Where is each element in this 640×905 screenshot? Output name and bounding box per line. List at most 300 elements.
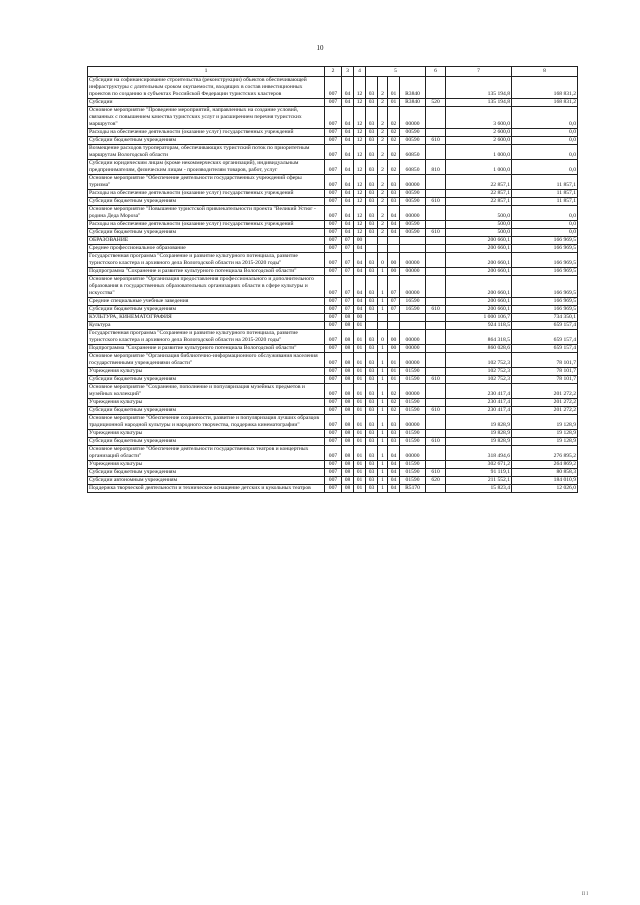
amount-2017-cell: 2 600,0 xyxy=(446,129,512,137)
admin-code-cell: 007 xyxy=(325,345,342,353)
section-cell: 08 xyxy=(342,415,354,430)
subsection-cell: 01 xyxy=(354,477,366,485)
direction-code-cell: 00590 xyxy=(400,198,426,206)
direction-code-cell: 01590 xyxy=(400,376,426,384)
footer-mark: II I xyxy=(581,892,588,897)
subprogram-code-cell: 2 xyxy=(378,221,388,229)
expense-type-cell xyxy=(426,461,446,469)
activity-code-cell: 03 xyxy=(388,430,400,438)
row-name-cell: Учреждения культуры xyxy=(88,461,325,469)
expense-type-cell: 610 xyxy=(426,137,446,145)
amount-2018-cell: 0,0 xyxy=(512,145,578,160)
table-row xyxy=(88,407,578,415)
admin-code-cell: 007 xyxy=(325,137,342,145)
row-name-cell: Государственная программа "Сохранение и развитие культурного потенциала, развитие туристского кластера и архивного дела Вологодской области на 2015-2020 годы" xyxy=(88,253,325,268)
activity-code-cell: 00 xyxy=(388,345,400,353)
table-header-row xyxy=(88,67,578,77)
subprogram-code-cell: 2 xyxy=(378,190,388,198)
table-row xyxy=(88,477,578,485)
table-row xyxy=(88,198,578,206)
amount-2018-cell: 659 157,4 xyxy=(512,322,578,330)
direction-code-cell: 00590 xyxy=(400,229,426,237)
admin-code-cell: 007 xyxy=(325,160,342,175)
subsection-cell: 01 xyxy=(354,446,366,461)
amount-2017-cell: 860 028,6 xyxy=(446,345,512,353)
admin-code-cell: 007 xyxy=(325,438,342,446)
activity-code-cell: 04 xyxy=(388,221,400,229)
activity-code-cell xyxy=(388,237,400,245)
table-row xyxy=(88,99,578,107)
activity-code-cell: 01 xyxy=(388,99,400,107)
program-code-cell: 03 xyxy=(366,198,378,206)
admin-code-cell: 007 xyxy=(325,407,342,415)
subsection-cell: 01 xyxy=(354,353,366,368)
amount-2018-cell: 0,0 xyxy=(512,137,578,145)
amount-2018-cell: 168 831,2 xyxy=(512,99,578,107)
expense-type-cell xyxy=(426,446,446,461)
section-cell: 08 xyxy=(342,353,354,368)
section-cell: 07 xyxy=(342,306,354,314)
activity-code-cell: 01 xyxy=(388,368,400,376)
amount-2017-cell: 22 857,1 xyxy=(446,175,512,190)
section-cell: 08 xyxy=(342,345,354,353)
direction-code-cell: 00000 xyxy=(400,206,426,221)
budget-table xyxy=(87,66,578,493)
admin-code-cell: 007 xyxy=(325,477,342,485)
program-code-cell: 03 xyxy=(366,407,378,415)
subprogram-code-cell: 2 xyxy=(378,77,388,99)
amount-2017-cell: 500,0 xyxy=(446,229,512,237)
activity-code-cell: 02 xyxy=(388,145,400,160)
program-code-cell: 03 xyxy=(366,306,378,314)
amount-2017-cell: 211 552,1 xyxy=(446,477,512,485)
amount-2018-cell: 659 157,4 xyxy=(512,345,578,353)
admin-code-cell: 007 xyxy=(325,376,342,384)
amount-2017-cell: 1 000,0 xyxy=(446,160,512,175)
activity-code-cell: 01 xyxy=(388,77,400,99)
expense-type-cell: 620 xyxy=(426,477,446,485)
activity-code-cell: 07 xyxy=(388,306,400,314)
table-row xyxy=(88,206,578,221)
expense-type-cell: 610 xyxy=(426,407,446,415)
program-code-cell: 03 xyxy=(366,160,378,175)
section-cell: 04 xyxy=(342,145,354,160)
program-code-cell: 03 xyxy=(366,384,378,399)
admin-code-cell: 007 xyxy=(325,129,342,137)
admin-code-cell: 007 xyxy=(325,469,342,477)
subprogram-code-cell: 2 xyxy=(378,229,388,237)
amount-2017-cell: 19 828,9 xyxy=(446,415,512,430)
admin-code-cell: 007 xyxy=(325,190,342,198)
admin-code-cell: 007 xyxy=(325,298,342,306)
subsection-cell: 12 xyxy=(354,198,366,206)
admin-code-cell: 007 xyxy=(325,399,342,407)
row-name-cell: Учреждения культуры xyxy=(88,399,325,407)
direction-code-cell xyxy=(400,245,426,253)
subsection-cell: 01 xyxy=(354,376,366,384)
direction-code-cell: 01590 xyxy=(400,368,426,376)
subsection-cell: 00 xyxy=(354,314,366,322)
subprogram-code-cell: 2 xyxy=(378,99,388,107)
amount-2018-cell: 19 128,9 xyxy=(512,430,578,438)
row-name-cell: Государственная программа "Сохранение и развитие культурного потенциала, развитие туристского кластера и архивного дела Вологодской области на 2015-2020 годы" xyxy=(88,330,325,345)
amount-2018-cell: 12 026,0 xyxy=(512,485,578,493)
admin-code-cell: 007 xyxy=(325,430,342,438)
activity-code-cell: 03 xyxy=(388,438,400,446)
section-cell: 07 xyxy=(342,245,354,253)
amount-2018-cell: 19 128,9 xyxy=(512,438,578,446)
activity-code-cell: 04 xyxy=(388,446,400,461)
amount-2017-cell: 230 417,4 xyxy=(446,407,512,415)
program-code-cell: 03 xyxy=(366,345,378,353)
direction-code-cell xyxy=(400,322,426,330)
page-number: 10 xyxy=(316,44,324,52)
amount-2018-cell: 166 969,5 xyxy=(512,298,578,306)
table-row xyxy=(88,160,578,175)
amount-2017-cell: 500,0 xyxy=(446,221,512,229)
amount-2017-cell: 230 417,4 xyxy=(446,384,512,399)
admin-code-cell: 007 xyxy=(325,245,342,253)
expense-type-cell: 610 xyxy=(426,438,446,446)
direction-code-cell: 01590 xyxy=(400,438,426,446)
subsection-cell: 04 xyxy=(354,245,366,253)
amount-2018-cell: 168 831,2 xyxy=(512,77,578,99)
subsection-cell: 12 xyxy=(354,175,366,190)
admin-code-cell: 007 xyxy=(325,446,342,461)
subsection-cell: 01 xyxy=(354,485,366,493)
program-code-cell: 03 xyxy=(366,415,378,430)
program-code-cell: 03 xyxy=(366,298,378,306)
expense-type-cell: 610 xyxy=(426,376,446,384)
activity-code-cell: 03 xyxy=(388,175,400,190)
subsection-cell: 12 xyxy=(354,190,366,198)
activity-code-cell: 01 xyxy=(388,376,400,384)
activity-code-cell xyxy=(388,322,400,330)
expense-type-cell xyxy=(426,245,446,253)
subprogram-code-cell: 1 xyxy=(378,384,388,399)
subprogram-code-cell: 1 xyxy=(378,430,388,438)
amount-2017-cell: 200 660,1 xyxy=(446,298,512,306)
amount-2017-cell: 200 660,1 xyxy=(446,237,512,245)
direction-code-cell: 00000 xyxy=(400,253,426,268)
subsection-cell: 12 xyxy=(354,221,366,229)
direction-code-cell: 00000 xyxy=(400,446,426,461)
section-cell: 08 xyxy=(342,399,354,407)
expense-type-cell xyxy=(426,175,446,190)
section-cell: 04 xyxy=(342,229,354,237)
section-cell: 08 xyxy=(342,446,354,461)
program-code-cell xyxy=(366,245,378,253)
direction-code-cell: 00000 xyxy=(400,107,426,129)
expense-type-cell xyxy=(426,322,446,330)
amount-2018-cell: 201 272,2 xyxy=(512,399,578,407)
expense-type-cell xyxy=(426,77,446,99)
table-row xyxy=(88,229,578,237)
row-name-cell: Средние специальные учебные заведения xyxy=(88,298,325,306)
subsection-cell: 01 xyxy=(354,438,366,446)
subprogram-code-cell: 1 xyxy=(378,407,388,415)
activity-code-cell: 02 xyxy=(388,407,400,415)
section-cell: 04 xyxy=(342,206,354,221)
activity-code-cell: 04 xyxy=(388,229,400,237)
section-cell: 04 xyxy=(342,99,354,107)
row-name-cell: Расходы на обеспечение деятельности (оказание услуг) государственных учреждений xyxy=(88,129,325,137)
amount-2017-cell: 200 660,1 xyxy=(446,306,512,314)
admin-code-cell: 007 xyxy=(325,330,342,345)
admin-code-cell: 007 xyxy=(325,198,342,206)
expense-type-cell: 610 xyxy=(426,306,446,314)
direction-code-cell: 00590 xyxy=(400,137,426,145)
expense-type-cell xyxy=(426,485,446,493)
amount-2017-cell: 1 000,0 xyxy=(446,145,512,160)
subprogram-code-cell: 1 xyxy=(378,399,388,407)
table-row xyxy=(88,485,578,493)
amount-2018-cell: 80 858,3 xyxy=(512,469,578,477)
expense-type-cell xyxy=(426,345,446,353)
program-code-cell: 03 xyxy=(366,206,378,221)
section-cell: 08 xyxy=(342,322,354,330)
subprogram-code-cell: 1 xyxy=(378,345,388,353)
activity-code-cell: 00 xyxy=(388,253,400,268)
program-code-cell: 03 xyxy=(366,485,378,493)
row-name-cell: Субсидии бюджетным учреждениям xyxy=(88,137,325,145)
row-name-cell: Основное мероприятие "Сохранение, пополнение и популяризация музейных предметов и музейных коллекций" xyxy=(88,384,325,399)
section-cell: 04 xyxy=(342,190,354,198)
subprogram-code-cell: 1 xyxy=(378,446,388,461)
section-cell: 07 xyxy=(342,298,354,306)
expense-type-cell xyxy=(426,268,446,276)
amount-2018-cell: 166 969,5 xyxy=(512,276,578,298)
amount-2018-cell: 201 272,2 xyxy=(512,384,578,399)
direction-code-cell: 00590 xyxy=(400,221,426,229)
subprogram-code-cell: 2 xyxy=(378,107,388,129)
subprogram-code-cell: 1 xyxy=(378,461,388,469)
subsection-cell: 12 xyxy=(354,129,366,137)
section-cell: 04 xyxy=(342,129,354,137)
activity-code-cell: 02 xyxy=(388,399,400,407)
activity-code-cell: 02 xyxy=(388,160,400,175)
direction-code-cell: 16590 xyxy=(400,298,426,306)
direction-code-cell: 16590 xyxy=(400,306,426,314)
expense-type-cell xyxy=(426,298,446,306)
table-row xyxy=(88,77,578,99)
subprogram-code-cell: 2 xyxy=(378,129,388,137)
subprogram-code-cell: 1 xyxy=(378,485,388,493)
subprogram-code-cell: 1 xyxy=(378,276,388,298)
subsection-cell: 12 xyxy=(354,107,366,129)
program-code-cell: 03 xyxy=(366,253,378,268)
direction-code-cell xyxy=(400,314,426,322)
table-row xyxy=(88,129,578,137)
row-name-cell: Основное мероприятие "Повышение туристской привлекательности проекта "Великий Устюг - родина Деда Мороза" xyxy=(88,206,325,221)
amount-2018-cell: 78 101,7 xyxy=(512,368,578,376)
admin-code-cell: 007 xyxy=(325,384,342,399)
amount-2018-cell: 11 857,1 xyxy=(512,198,578,206)
row-name-cell: Подпрограмма "Сохранение и развитие культурного потенциала Вологодской области" xyxy=(88,268,325,276)
subsection-cell: 04 xyxy=(354,253,366,268)
activity-code-cell xyxy=(388,314,400,322)
section-cell: 08 xyxy=(342,384,354,399)
amount-2018-cell: 11 857,1 xyxy=(512,175,578,190)
table-row xyxy=(88,376,578,384)
program-code-cell xyxy=(366,314,378,322)
expense-type-cell: 810 xyxy=(426,160,446,175)
row-name-cell: Основное мероприятие "Обеспечение сохранности, развитие и популяризация лучших образцов традиционной народной культуры и народного творчества, поддержка кинематографии" xyxy=(88,415,325,430)
subsection-cell: 01 xyxy=(354,345,366,353)
header-cell: 4 xyxy=(354,67,366,77)
section-cell: 08 xyxy=(342,430,354,438)
amount-2017-cell: 91 119,1 xyxy=(446,469,512,477)
amount-2017-cell: 200 660,1 xyxy=(446,276,512,298)
direction-code-cell: 00000 xyxy=(400,330,426,345)
direction-code-cell: 00000 xyxy=(400,345,426,353)
direction-code-cell: 01590 xyxy=(400,430,426,438)
subprogram-code-cell: 1 xyxy=(378,268,388,276)
program-code-cell: 03 xyxy=(366,399,378,407)
expense-type-cell xyxy=(426,330,446,345)
direction-code-cell: 00000 xyxy=(400,268,426,276)
amount-2017-cell: 19 828,9 xyxy=(446,438,512,446)
amount-2018-cell: 184 010,9 xyxy=(512,477,578,485)
admin-code-cell: 007 xyxy=(325,77,342,99)
table-row xyxy=(88,322,578,330)
subsection-cell: 01 xyxy=(354,384,366,399)
expense-type-cell xyxy=(426,190,446,198)
subsection-cell: 01 xyxy=(354,407,366,415)
subprogram-code-cell: 2 xyxy=(378,206,388,221)
expense-type-cell xyxy=(426,276,446,298)
section-cell: 08 xyxy=(342,407,354,415)
expense-type-cell xyxy=(426,206,446,221)
amount-2017-cell: 102 752,3 xyxy=(446,353,512,368)
admin-code-cell: 007 xyxy=(325,237,342,245)
row-name-cell: Культура xyxy=(88,322,325,330)
row-name-cell: Подпрограмма "Сохранение и развитие культурного потенциала Вологодской области" xyxy=(88,345,325,353)
subprogram-code-cell: 2 xyxy=(378,175,388,190)
program-code-cell: 03 xyxy=(366,229,378,237)
row-name-cell: Возмещение расходов туроператорам, обеспечивающих туристский поток по приоритетным маршрутам Вологодской области xyxy=(88,145,325,160)
admin-code-cell: 007 xyxy=(325,229,342,237)
table-row xyxy=(88,145,578,160)
program-code-cell: 03 xyxy=(366,446,378,461)
subprogram-code-cell xyxy=(378,245,388,253)
program-code-cell: 03 xyxy=(366,430,378,438)
subprogram-code-cell xyxy=(378,322,388,330)
amount-2018-cell: 201 272,2 xyxy=(512,407,578,415)
subprogram-code-cell: 1 xyxy=(378,298,388,306)
direction-code-cell: 00000 xyxy=(400,276,426,298)
direction-code-cell: 01590 xyxy=(400,399,426,407)
program-code-cell: 03 xyxy=(366,107,378,129)
expense-type-cell xyxy=(426,314,446,322)
activity-code-cell: 01 xyxy=(388,353,400,368)
amount-2017-cell: 22 857,1 xyxy=(446,190,512,198)
header-cell: 6 xyxy=(426,67,446,77)
subprogram-code-cell: 2 xyxy=(378,145,388,160)
activity-code-cell: 02 xyxy=(388,107,400,129)
direction-code-cell: 00000 xyxy=(400,384,426,399)
program-code-cell: 03 xyxy=(366,276,378,298)
amount-2018-cell: 78 101,7 xyxy=(512,376,578,384)
direction-code-cell: 01590 xyxy=(400,469,426,477)
section-cell: 08 xyxy=(342,485,354,493)
amount-2018-cell: 166 969,5 xyxy=(512,253,578,268)
section-cell: 04 xyxy=(342,160,354,175)
program-code-cell: 03 xyxy=(366,353,378,368)
section-cell: 07 xyxy=(342,276,354,298)
amount-2018-cell: 166 969,5 xyxy=(512,245,578,253)
direction-code-cell: 60850 xyxy=(400,145,426,160)
section-cell: 08 xyxy=(342,438,354,446)
activity-code-cell: 00 xyxy=(388,330,400,345)
activity-code-cell: 03 xyxy=(388,415,400,430)
amount-2017-cell: 135 194,8 xyxy=(446,99,512,107)
expense-type-cell: 520 xyxy=(426,99,446,107)
program-code-cell: 03 xyxy=(366,175,378,190)
section-cell: 08 xyxy=(342,314,354,322)
expense-type-cell xyxy=(426,353,446,368)
amount-2018-cell: 0,0 xyxy=(512,160,578,175)
activity-code-cell: 02 xyxy=(388,137,400,145)
program-code-cell: 03 xyxy=(366,99,378,107)
amount-2017-cell: 200 660,1 xyxy=(446,268,512,276)
amount-2018-cell: 166 969,5 xyxy=(512,237,578,245)
subsection-cell: 12 xyxy=(354,160,366,175)
direction-code-cell: 00000 xyxy=(400,175,426,190)
expense-type-cell xyxy=(426,415,446,430)
admin-code-cell: 007 xyxy=(325,107,342,129)
row-name-cell: Субсидии бюджетным учреждениям xyxy=(88,229,325,237)
subsection-cell: 12 xyxy=(354,145,366,160)
section-cell: 07 xyxy=(342,253,354,268)
header-cell: 1 xyxy=(88,67,325,77)
activity-code-cell: 04 xyxy=(388,485,400,493)
program-code-cell: 03 xyxy=(366,129,378,137)
program-code-cell: 03 xyxy=(366,368,378,376)
subsection-cell: 01 xyxy=(354,399,366,407)
subsection-cell: 01 xyxy=(354,368,366,376)
program-code-cell: 03 xyxy=(366,190,378,198)
amount-2017-cell: 19 828,9 xyxy=(446,430,512,438)
subsection-cell: 00 xyxy=(354,237,366,245)
admin-code-cell: 007 xyxy=(325,175,342,190)
row-name-cell: Субсидии xyxy=(88,99,325,107)
table-row xyxy=(88,461,578,469)
section-cell: 08 xyxy=(342,461,354,469)
row-name-cell: Расходы на обеспечение деятельности (оказание услуг) государственных учреждений xyxy=(88,221,325,229)
direction-code-cell xyxy=(400,237,426,245)
subprogram-code-cell: 2 xyxy=(378,137,388,145)
subsection-cell: 12 xyxy=(354,137,366,145)
direction-code-cell: R5170 xyxy=(400,485,426,493)
expense-type-cell xyxy=(426,430,446,438)
subsection-cell: 04 xyxy=(354,268,366,276)
amount-2018-cell: 0,0 xyxy=(512,221,578,229)
admin-code-cell: 007 xyxy=(325,268,342,276)
row-name-cell: Основное мероприятие "Обеспечение деятельности государственных учреждений сферы туризма" xyxy=(88,175,325,190)
amount-2018-cell: 11 857,1 xyxy=(512,190,578,198)
subsection-cell: 12 xyxy=(354,77,366,99)
section-cell: 08 xyxy=(342,368,354,376)
admin-code-cell: 007 xyxy=(325,485,342,493)
activity-code-cell: 03 xyxy=(388,198,400,206)
amount-2018-cell: 19 128,9 xyxy=(512,415,578,430)
table-row xyxy=(88,221,578,229)
activity-code-cell: 04 xyxy=(388,206,400,221)
section-cell: 07 xyxy=(342,268,354,276)
activity-code-cell xyxy=(388,245,400,253)
amount-2017-cell: 2 600,0 xyxy=(446,137,512,145)
